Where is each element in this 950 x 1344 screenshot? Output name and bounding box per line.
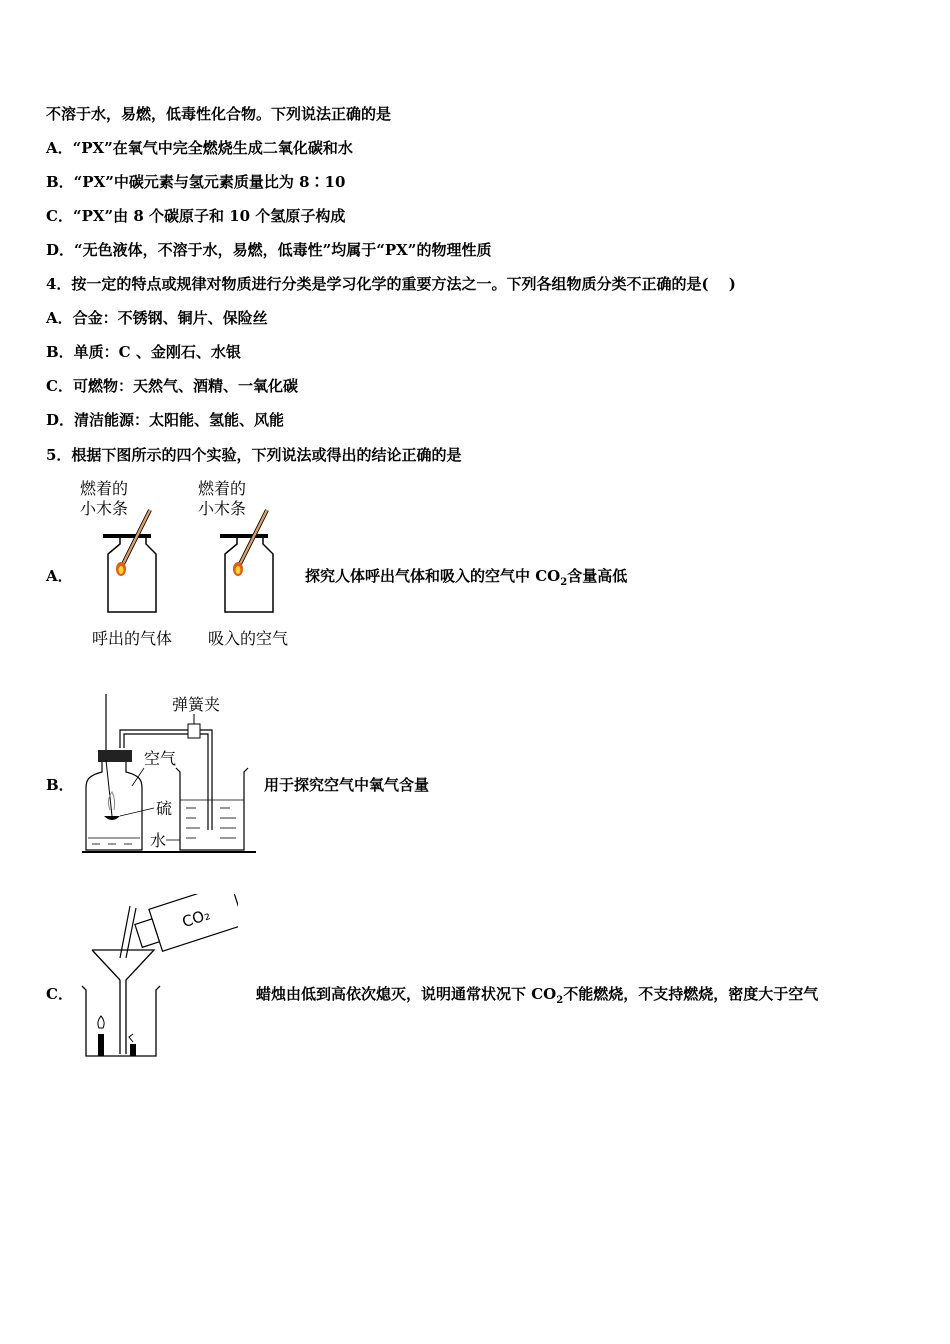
stick-label-right-2: 小木条 <box>198 499 247 518</box>
clamp-label: 弹簧夹 <box>172 695 221 714</box>
stick-label-right-1: 燃着的 <box>198 479 247 498</box>
q3-option-a: A．“PX”在氧气中完全燃烧生成二氧化碳和水 <box>46 139 353 157</box>
figure-co2-candles <box>78 894 238 1064</box>
q5-option-c-desc-pre: 蜡烛由低到高依次熄灭，说明通常状况下 CO <box>256 985 557 1003</box>
q5-option-c-desc-sub: 2 <box>556 995 564 1006</box>
bottle-left-label: 呼出的气体 <box>92 629 173 648</box>
q4-option-d: D．清洁能源：太阳能、氢能、风能 <box>46 411 285 429</box>
stick-label-left-2: 小木条 <box>80 499 129 518</box>
q5-option-a-desc-pre: 探究人体呼出气体和吸入的空气中 CO <box>305 567 561 585</box>
q5-option-a-desc-sub: 2 <box>560 577 568 588</box>
q4-stem: 4．按一定的特点或规律对物质进行分类是学习化学的重要方法之一。下列各组物质分类不正确的是( ) <box>46 275 736 293</box>
figure-oxygen-content <box>80 690 260 860</box>
q5-option-a-desc <box>305 565 627 588</box>
q5-option-c-label: C． <box>46 985 73 1003</box>
q5-option-a-desc-post: 含量高低 <box>567 567 628 585</box>
q5-option-b-label: B． <box>46 776 74 794</box>
q3-option-b: B．“PX”中碳元素与氢元素质量比为 8∶10 <box>46 173 346 191</box>
sulfur-label: 硫 <box>156 799 173 818</box>
q5-option-a-label: A． <box>46 567 73 585</box>
bottle-right-label: 吸入的空气 <box>208 629 289 648</box>
air-label: 空气 <box>144 749 177 768</box>
bottle-left <box>103 510 156 612</box>
q4-option-b: B．单质：C 、金刚石、水银 <box>46 343 241 361</box>
bottle-right <box>220 510 273 612</box>
q3-option-c: C．“PX”由 8 个碳原子和 10 个氢原子构成 <box>46 207 346 225</box>
q4-option-c: C．可燃物：天然气、酒精、一氧化碳 <box>46 377 298 395</box>
q5-option-c-desc-post: 不能燃烧，不支持燃烧，密度大于空气 <box>563 985 819 1003</box>
co2-label: CO₂ <box>179 905 213 932</box>
intro-line: 不溶于水，易燃，低毒性化合物。下列说法正确的是 <box>46 105 392 123</box>
q5-option-c-desc <box>256 983 818 1006</box>
stick-label-left-1: 燃着的 <box>80 479 129 498</box>
q4-option-a: A．合金：不锈钢、铜片、保险丝 <box>46 309 268 327</box>
figure-breath-comparison <box>70 474 310 654</box>
water-label: 水 <box>150 831 167 850</box>
q5-option-b-desc: 用于探究空气中氧气含量 <box>264 776 430 794</box>
co2-bottle <box>132 894 238 957</box>
q5-stem: 5．根据下图所示的四个实验，下列说法或得出的结论正确的是 <box>46 446 462 464</box>
q3-option-d: D．“无色液体，不溶于水，易燃，低毒性”均属于“PX”的物理性质 <box>46 241 492 259</box>
